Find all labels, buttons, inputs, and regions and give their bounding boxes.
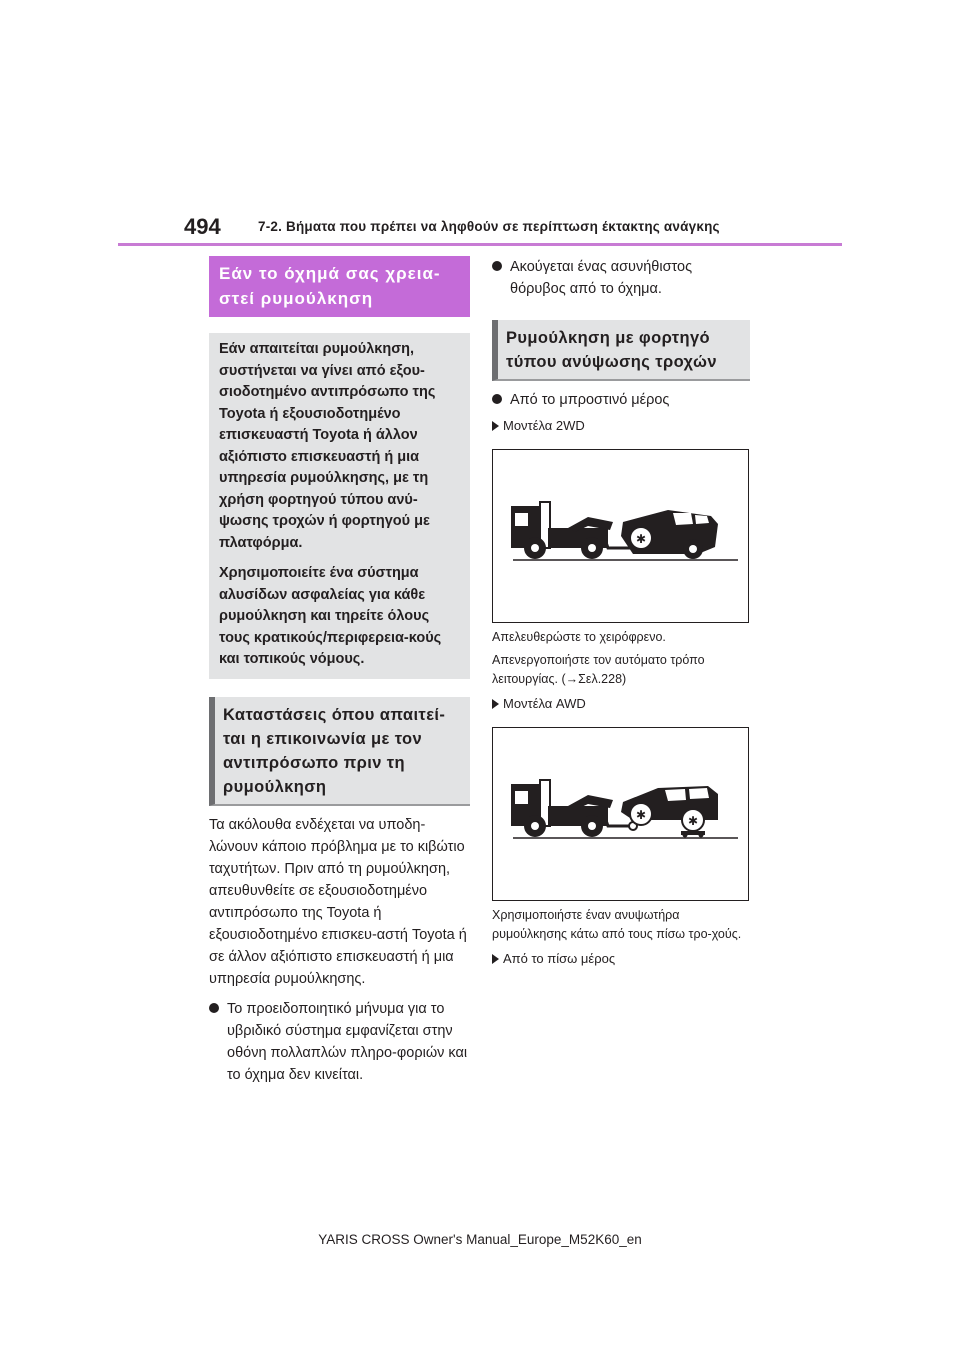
towing-info-paragraph: Εάν απαιτείται ρυμούλκηση, συστήνεται να γίνει από εξου-σιοδοτημένο αντιπρόσωπο της Toyota ή εξουσιοδοτημένο επισκευαστή Toyota ή άλλον αξιόπιστο επισκευαστή ή μια υπηρεσία ρυμούλκησης, με τη χρήση φορτηγού τύπου ανύ-ψωσης τροχών ή φορτηγού με πλατφόρμα. — [219, 341, 436, 551]
chapter-title: 7-2. Βήματα που πρέπει να ληφθούν σε περίπτωση έκτακτης ανάγκης — [258, 219, 720, 234]
towing-heading: Εάν το όχημά σας χρεια-στεί ρυμούλκηση — [209, 256, 470, 317]
bullet-dot-icon — [492, 394, 502, 404]
towing-info-box — [209, 333, 470, 679]
release-parking-brake-note: Απελευθερώστε το χειρόφρενο. — [492, 630, 666, 644]
warning-message-bullet — [209, 998, 470, 1086]
bullet-text: Ακούγεται ένας ασυνήθιστος θόρυβος από το όχημα. — [510, 259, 693, 297]
dealer-contact-heading: Καταστάσεις όπου απαιτεί-ται η επικοινωνία με τον αντιπρόσωπο πριν τη ρυμούλκηση — [209, 697, 470, 806]
wheel-lift-heading: Ρυμούλκηση με φορτηγό τύπου ανύψωσης τροχών — [492, 320, 750, 381]
bullet-text: Από το μπροστινό μέρος — [510, 392, 670, 408]
from-rear-label — [492, 950, 750, 968]
right-column — [492, 256, 750, 968]
model-label-text: Μοντέλα AWD — [503, 696, 586, 711]
rear-label-text: Από το πίσω μέρος — [503, 951, 616, 966]
noise-bullet — [492, 256, 750, 300]
tow-truck-2wd-illustration — [492, 449, 749, 623]
footer-text: YARIS CROSS Owner's Manual_Europe_M52K60_en — [318, 1232, 642, 1247]
bullet-dot-icon — [209, 1003, 219, 1013]
left-column — [209, 256, 470, 1086]
header-rule — [118, 243, 842, 246]
triangle-marker-icon — [492, 954, 499, 964]
triangle-marker-icon — [492, 421, 499, 431]
triangle-marker-icon — [492, 699, 499, 709]
model-2wd-label — [492, 417, 750, 435]
from-front-bullet — [492, 389, 750, 411]
tow-truck-awd-illustration — [492, 727, 749, 901]
tow-dolly-note: Χρησιμοποιήστε έναν ανυψωτήρα ρυμούλκησης κάτω από τους πίσω τρο-χούς. — [492, 908, 742, 941]
transmission-problem-text: Τα ακόλουθα ενδέχεται να υποδη-λώνουν κάποιο πρόβλημα με το κιβώτιο ταχυτήτων. Πριν από τη ρυμούλκηση, απευθυνθείτε σε εξουσιοδοτημένο αντιπρόσωπο της Toyota ή εξουσιοδοτημένο επισκευ-αστή Toyota ή σε άλλον αξιόπιστο επισκευαστή ή μια υπηρεσία ρυμούλκησης. — [209, 816, 467, 987]
bullet-dot-icon — [492, 261, 502, 271]
svg-text:✱: ✱ — [635, 532, 647, 546]
page-number: 494 — [184, 214, 221, 239]
svg-text:✱: ✱ — [635, 808, 647, 822]
auto-mode-off-note: Απενεργοποιήστε τον αυτόματο τρόπο λειτουργίας. (→Σελ.228) — [492, 653, 705, 686]
svg-text:✱: ✱ — [687, 814, 699, 828]
model-awd-label — [492, 695, 750, 713]
bullet-text: Το προειδοποιητικό μήνυμα για το υβριδικό σύστημα εμφανίζεται στην οθόνη πολλαπλών πληρο-φοριών και το όχημα δεν κινείται. — [227, 1000, 468, 1083]
safety-chain-paragraph: Χρησιμοποιείτε ένα σύστημα αλυσίδων ασφαλείας για κάθε ρυμούλκηση και τηρείτε όλους τους κρατικούς/περιφερεια-κούς και τοπικούς νόμους. — [219, 565, 442, 667]
model-label-text: Μοντέλα 2WD — [503, 418, 585, 433]
